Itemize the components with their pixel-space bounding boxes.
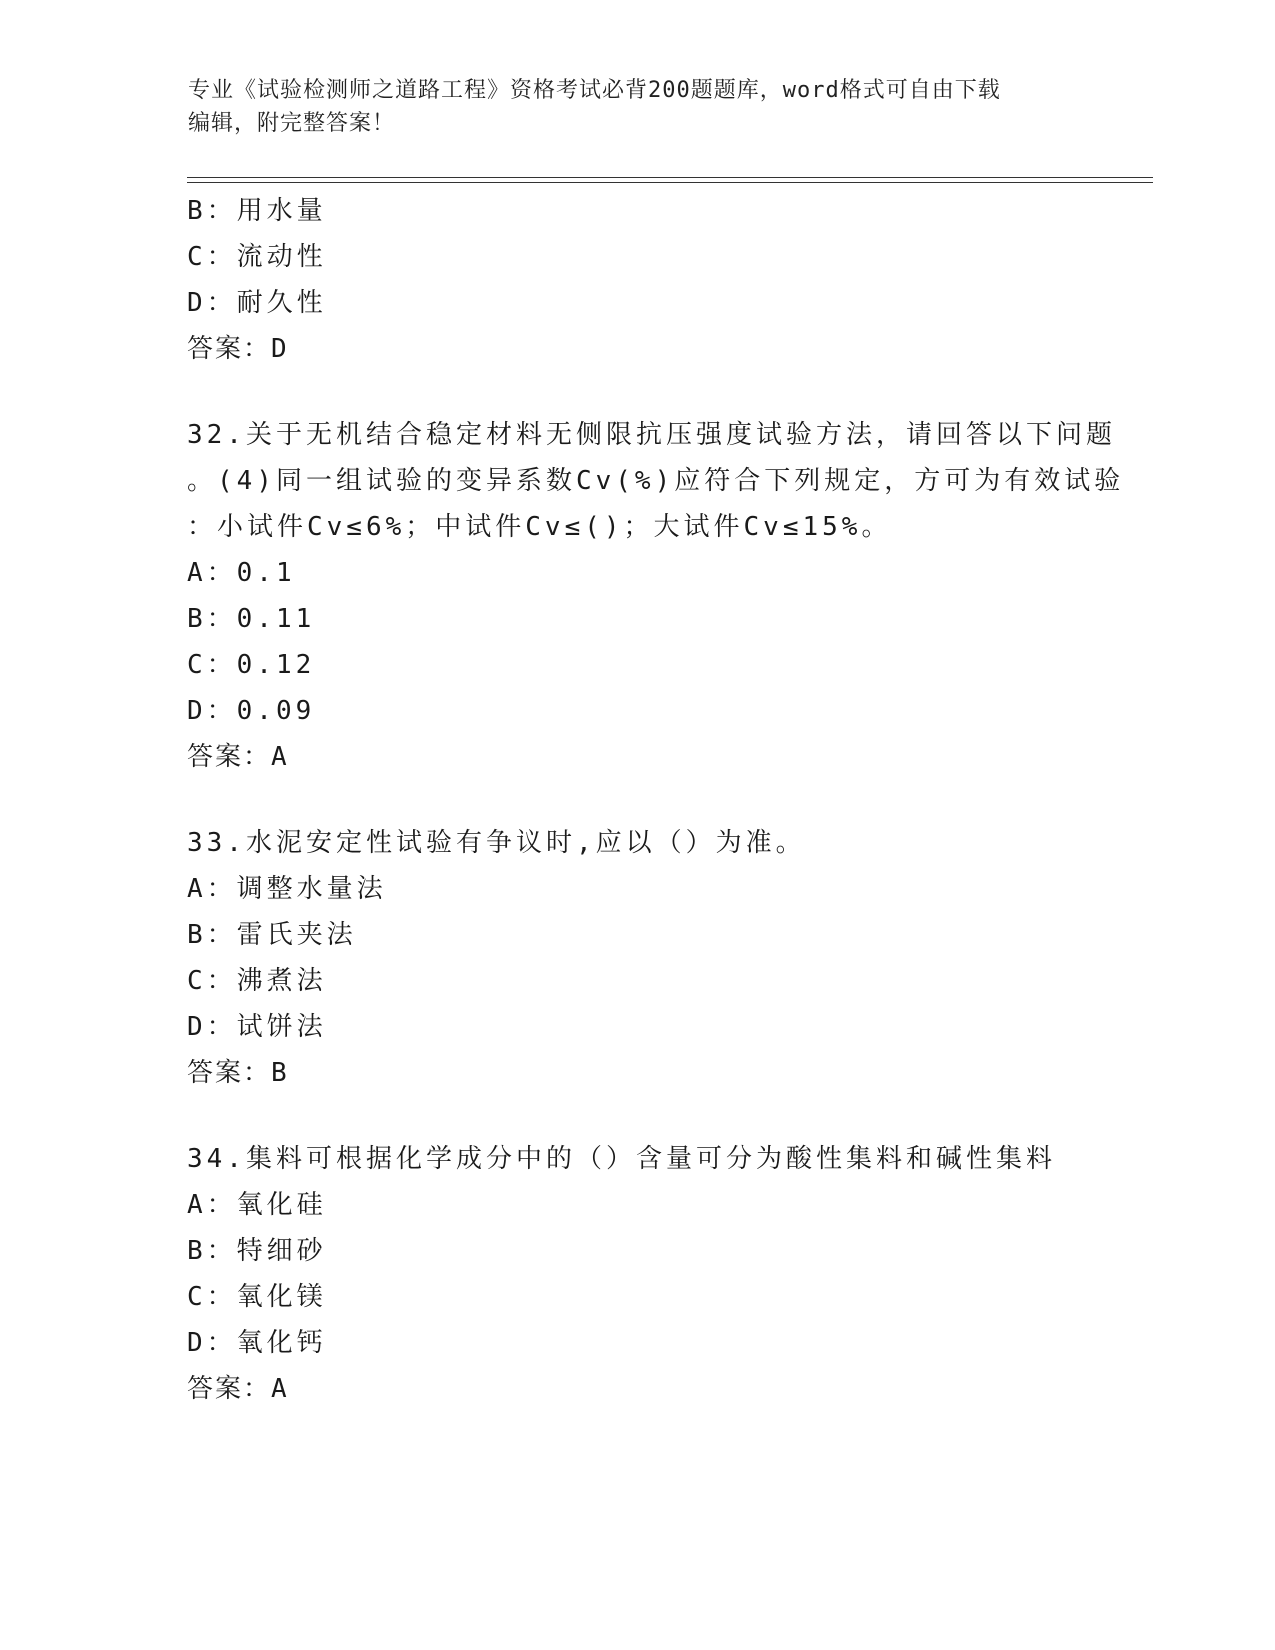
option-b: B：雷氏夹法 [187, 920, 357, 950]
answer-line [187, 734, 1087, 780]
answer-value: D [271, 334, 289, 364]
option-d: D：试饼法 [187, 1012, 327, 1042]
header-divider-top [187, 177, 1153, 178]
option-b: B：用水量 [187, 196, 327, 226]
answer-value: B [271, 1058, 289, 1088]
answer-label: 答案： [187, 1058, 272, 1088]
answer-label: 答案： [187, 334, 272, 364]
answer-value: A [271, 742, 289, 772]
question-33 [187, 820, 1087, 1096]
header-title-line-1: 专业《试验检测师之道路工程》资格考试必背200题题库，word格式可自由下载 [188, 78, 1001, 103]
option-c: C：0.12 [187, 650, 316, 680]
option-c: C：沸煮法 [187, 966, 327, 996]
question-list [187, 188, 1125, 1412]
header-divider-bottom [187, 182, 1153, 183]
option-b: B：0.11 [187, 604, 316, 634]
answer-line [187, 1050, 1087, 1096]
option-c: C：氧化镁 [187, 1282, 327, 1312]
question-stem-line: 32.关于无机结合稳定材料无侧限抗压强度试验方法，请回答以下问题 [187, 420, 1116, 450]
question-stem-line: ：小试件Cv≤6%；中试件Cv≤()；大试件Cv≤15%。 [187, 512, 892, 542]
question-stem-line: 33.水泥安定性试验有争议时,应以（）为准。 [187, 828, 806, 858]
question-32 [187, 412, 1125, 780]
question-stem-line: 。(4)同一组试验的变异系数Cv(%)应符合下列规定，方可为有效试验 [187, 466, 1125, 496]
answer-value: A [271, 1374, 289, 1404]
answer-label: 答案： [187, 742, 272, 772]
option-d: D：0.09 [187, 696, 316, 726]
document-header [188, 74, 1088, 140]
option-a: A：氧化硅 [187, 1190, 327, 1220]
answer-label: 答案： [187, 1374, 272, 1404]
answer-line [187, 1366, 1087, 1412]
header-title-line-2: 编辑，附完整答案！ [188, 111, 396, 136]
option-b: B：特细砂 [187, 1236, 327, 1266]
option-a: A：0.1 [187, 558, 296, 588]
question-stem-line: 34.集料可根据化学成分中的（）含量可分为酸性集料和碱性集料 [187, 1144, 1056, 1174]
question-34 [187, 1136, 1087, 1412]
option-a: A：调整水量法 [187, 874, 387, 904]
option-d: D：氧化钙 [187, 1328, 327, 1358]
option-c: C：流动性 [187, 242, 327, 272]
answer-line [187, 326, 1087, 372]
question-31-tail [187, 188, 1087, 372]
option-d: D：耐久性 [187, 288, 327, 318]
